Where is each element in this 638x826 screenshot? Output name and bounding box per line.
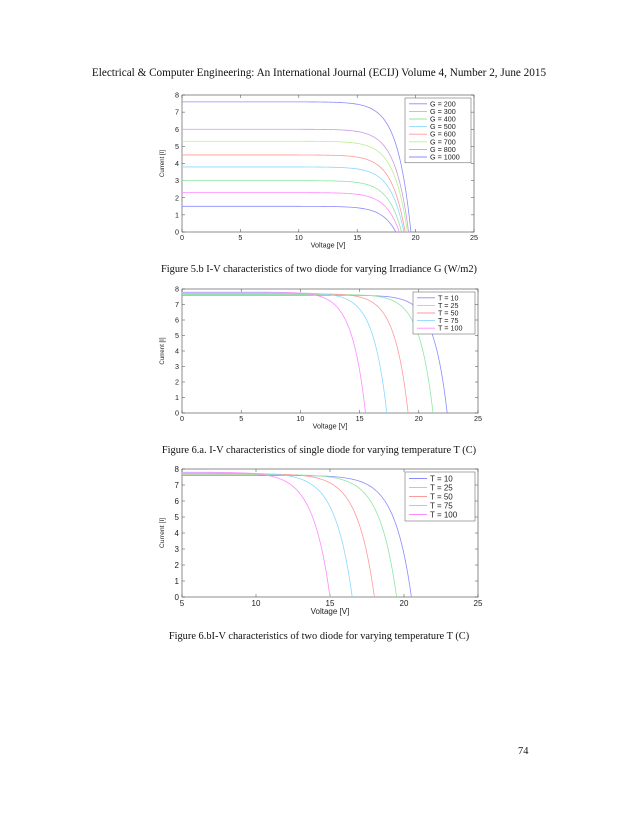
x-axis-label: Voltage [V] (310, 240, 346, 250)
y-axis-label: Current [I] (159, 337, 166, 365)
x-tick-label: 5 (238, 233, 243, 243)
y-tick-label: 0 (174, 592, 179, 602)
legend-entry: T = 50 (438, 308, 459, 318)
legend-entry: G = 600 (430, 129, 456, 139)
legend-entry: G = 300 (430, 106, 456, 116)
y-axis-label: Current [I] (159, 517, 166, 549)
legend-entry: T = 10 (430, 474, 453, 484)
y-tick-label: 2 (175, 193, 179, 203)
legend-entry: T = 50 (430, 492, 453, 502)
y-tick-label: 7 (175, 107, 179, 117)
legend-entry: T = 100 (430, 510, 458, 520)
y-tick-label: 4 (175, 346, 179, 356)
x-tick-label: 5 (179, 599, 185, 608)
x-tick-label: 10 (294, 233, 303, 243)
x-tick-label: 25 (474, 414, 482, 424)
figure-6a-caption: Figure 6.a. I-V characteristics of single diode for varying temperature T (C) (161, 445, 477, 456)
y-tick-label: 1 (174, 576, 179, 586)
y-tick-label: 7 (175, 300, 179, 310)
y-tick-label: 4 (174, 528, 179, 538)
two-diode-temperature-chart (150, 464, 495, 618)
x-tick-label: 15 (353, 233, 362, 243)
y-tick-label: 8 (174, 464, 179, 474)
figure-5b-caption: Figure 5.b I-V characteristics of two diode for varying Irradiance G (W/m2) (160, 264, 478, 275)
journal-header: Electrical & Computer Engineering: An International Journal (ECIJ) Volume 4, Number 2, June 2015 (91, 67, 547, 79)
y-tick-label: 3 (174, 544, 179, 554)
y-tick-label: 6 (174, 496, 179, 506)
y-tick-label: 0 (175, 408, 179, 418)
y-tick-label: 5 (175, 331, 179, 341)
x-tick-label: 25 (473, 599, 483, 608)
legend-entry: G = 200 (430, 99, 456, 109)
y-tick-label: 6 (175, 124, 179, 134)
legend-entry: T = 10 (438, 293, 459, 303)
legend-entry: G = 1000 (430, 152, 460, 162)
y-tick-label: 5 (175, 141, 179, 151)
y-tick-label: 6 (175, 315, 179, 325)
x-tick-label: 20 (399, 599, 409, 608)
irradiance-iv-chart (150, 90, 495, 252)
legend-entry: G = 800 (430, 144, 456, 154)
y-tick-label: 3 (175, 362, 179, 372)
x-tick-label: 25 (470, 233, 478, 243)
x-tick-label: 20 (411, 233, 420, 243)
legend-entry: G = 400 (430, 114, 456, 124)
legend-entry: G = 700 (430, 137, 456, 147)
x-tick-label: 0 (180, 233, 184, 243)
y-tick-label: 1 (175, 210, 179, 220)
y-tick-label: 8 (175, 90, 179, 100)
legend-entry: T = 100 (438, 323, 463, 333)
legend-entry: T = 25 (438, 300, 459, 310)
y-axis-label: Current [I] (159, 149, 166, 178)
y-tick-label: 8 (175, 284, 179, 294)
y-tick-label: 0 (175, 227, 179, 237)
y-tick-label: 1 (175, 393, 179, 403)
x-tick-label: 10 (296, 414, 305, 424)
y-tick-label: 4 (175, 159, 179, 169)
legend-entry: T = 25 (430, 483, 453, 493)
page-number: 74 (518, 746, 529, 757)
x-axis-label: Voltage [V] (310, 607, 350, 616)
x-tick-label: 5 (239, 414, 244, 424)
x-tick-label: 10 (251, 599, 261, 608)
legend-entry: T = 75 (430, 501, 453, 511)
y-tick-label: 2 (175, 377, 179, 387)
figure-6b-caption: Figure 6.bI-V characteristics of two diode for varying temperature T (C) (168, 631, 470, 642)
legend-entry: G = 500 (430, 122, 456, 132)
y-tick-label: 2 (174, 560, 179, 570)
x-tick-label: 0 (180, 414, 184, 424)
x-tick-label: 20 (414, 414, 423, 424)
y-tick-label: 7 (174, 480, 179, 490)
y-tick-label: 5 (174, 512, 179, 522)
x-tick-label: 15 (355, 414, 364, 424)
single-diode-temperature-chart (150, 284, 495, 432)
x-tick-label: 15 (325, 599, 335, 608)
x-axis-label: Voltage [V] (312, 421, 348, 431)
y-tick-label: 3 (175, 176, 179, 186)
legend-entry: T = 75 (438, 316, 459, 326)
